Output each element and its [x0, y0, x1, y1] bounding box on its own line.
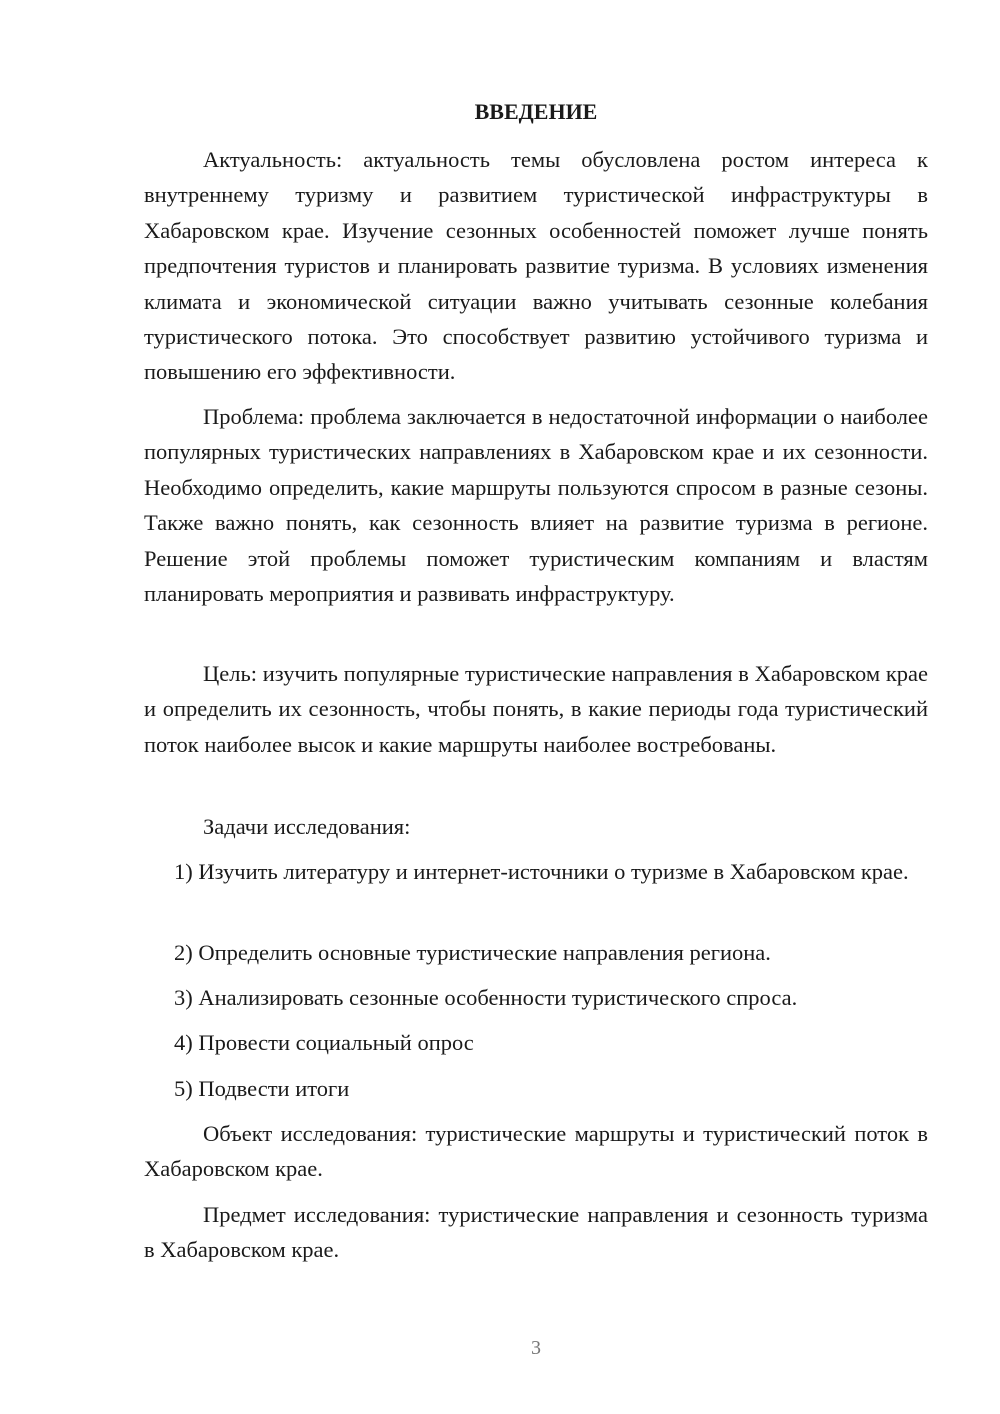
- task-item-5: 5) Подвести итоги: [174, 1076, 350, 1101]
- goal-paragraph: Цель: изучить популярные туристические направления в Хабаровском крае и определить их сезонность, чтобы понять, в какие периоды года туристический поток наиболее высок и какие маршруты наиболее востребованы.: [144, 661, 928, 757]
- task-item-1: 1) Изучить литературу и интернет-источники о туризме в Хабаровском крае.: [174, 859, 909, 884]
- relevance-paragraph: Актуальность: актуальность темы обусловлена ростом интереса к внутреннему туризму и развитием туристической инфраструктуры в Хабаровском крае. Изучение сезонных особенностей поможет лучше понять предпочтения туристов и планировать развитие туризма. В условиях изменения климата и экономической ситуации важно учитывать сезонные колебания туристического потока. Это способствует развитию устойчивого туризма и повышению его эффективности.: [144, 147, 928, 385]
- task-item-4: 4) Провести социальный опрос: [174, 1030, 474, 1055]
- problem-paragraph: Проблема: проблема заключается в недостаточной информации о наиболее популярных туристических направлениях в Хабаровском крае и их сезонности. Необходимо определить, какие маршруты пользуются спросом в разные сезоны. Также важно понять, как сезонность влияет на развитие туризма в регионе. Решение этой проблемы поможет туристическим компаниям и властям планировать мероприятия и развивать инфраструктуру.: [144, 404, 928, 607]
- object-paragraph: Объект исследования: туристические маршруты и туристический поток в Хабаровском крае.: [144, 1121, 928, 1182]
- subject-paragraph: Предмет исследования: туристические направления и сезонность туризма в Хабаровском крае.: [144, 1202, 928, 1263]
- task-item-3: 3) Анализировать сезонные особенности туристического спроса.: [174, 985, 798, 1010]
- page-number: 3: [531, 1337, 541, 1359]
- task-item-2: 2) Определить основные туристические направления региона.: [174, 940, 771, 965]
- page-title: ВВЕДЕНИЕ: [474, 99, 598, 124]
- document-page: [144, 0, 928, 1414]
- tasks-heading: Задачи исследования:: [203, 814, 411, 839]
